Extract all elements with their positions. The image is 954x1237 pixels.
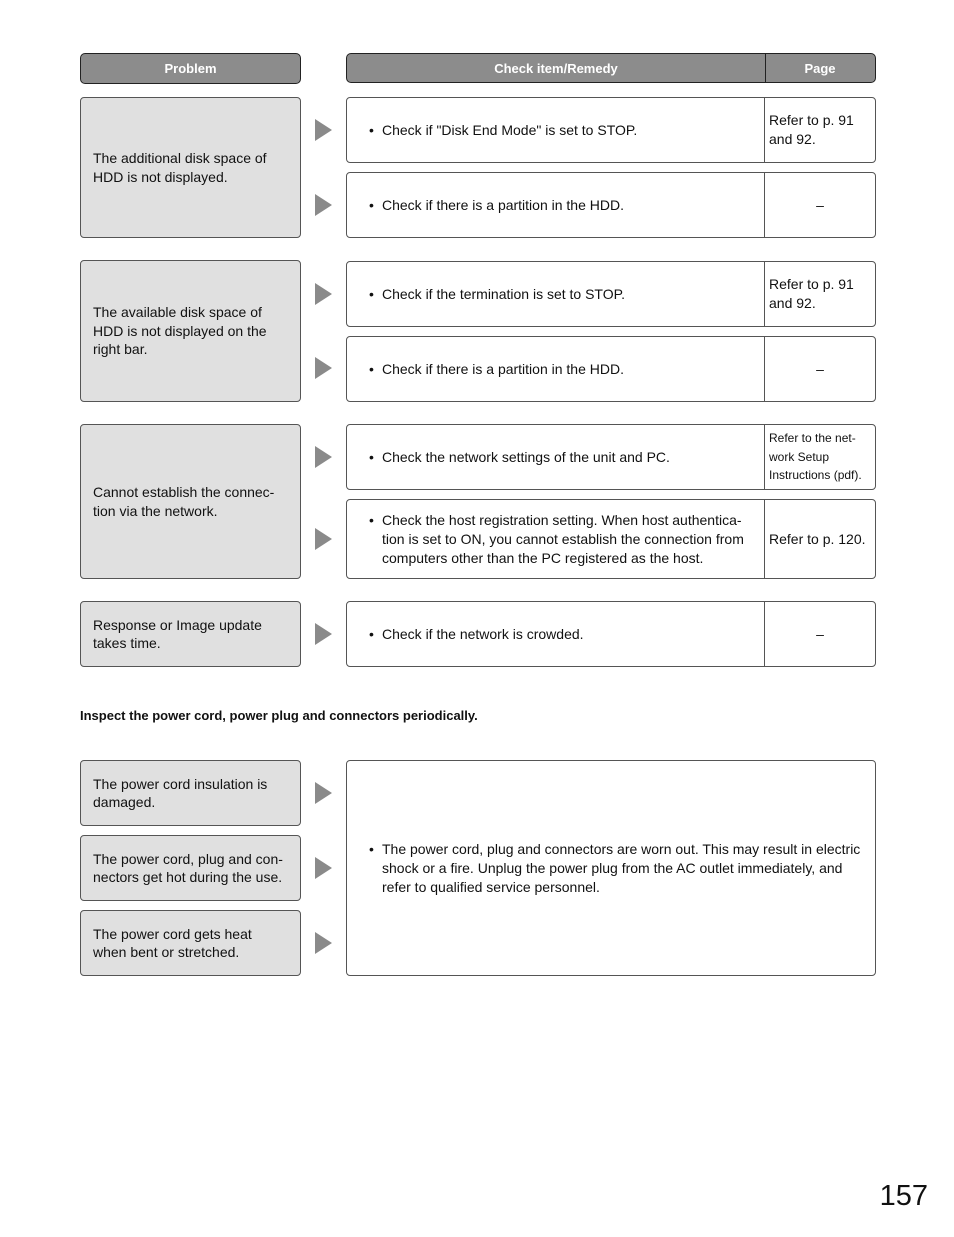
- check-cell: [347, 262, 765, 326]
- problem-text: Response or Image update takes time.: [93, 616, 262, 651]
- problem-power-bent: [80, 910, 301, 976]
- bullet: •: [369, 285, 374, 302]
- bullet: •: [369, 121, 374, 138]
- check-row: [346, 97, 876, 163]
- problem-network-connection: [80, 424, 301, 579]
- page-number: 157: [879, 1180, 928, 1212]
- header-check-page: [346, 53, 876, 83]
- arrow-icon: [315, 782, 332, 804]
- page-cell: –: [816, 360, 824, 377]
- problem-text: The power cord insulation is damaged.: [93, 775, 268, 810]
- problem-text: Cannot establish the connec-tion via the network.: [93, 484, 275, 519]
- header-page-label: Page: [804, 60, 836, 76]
- check-cell: [347, 98, 765, 162]
- arrow-icon: [315, 528, 332, 550]
- problem-power-hot: [80, 835, 301, 901]
- page-cell: –: [816, 196, 824, 213]
- check-row: [346, 336, 876, 402]
- check-row: [346, 261, 876, 327]
- check-row: [346, 601, 876, 667]
- problem-response-time: [80, 601, 301, 667]
- problem-text: The power cord gets heat when bent or stretched.: [93, 925, 252, 960]
- problem-disk-space-additional: [80, 97, 301, 238]
- check-cell: [347, 602, 765, 666]
- bullet: •: [369, 511, 374, 528]
- bullet: •: [369, 360, 374, 377]
- page-cell: Refer to p. 120.: [769, 530, 866, 547]
- check-text: Check if there is a partition in the HDD.: [382, 196, 624, 213]
- bullet: •: [369, 840, 374, 857]
- header-problem-label: Problem: [164, 61, 217, 76]
- problem-text: The available disk space of HDD is not displayed on the right bar.: [93, 304, 267, 358]
- check-cell: [347, 173, 765, 237]
- power-remedy-box: [346, 760, 876, 976]
- page-cell: –: [816, 625, 824, 642]
- problem-text: The power cord, plug and con-nectors get hot during the use.: [93, 850, 283, 885]
- arrow-icon: [315, 932, 332, 954]
- check-cell: [347, 337, 765, 401]
- check-text: Check if the network is crowded.: [382, 625, 584, 642]
- check-row: [346, 424, 876, 490]
- problem-power-insulation: [80, 760, 301, 826]
- check-row: [346, 499, 876, 579]
- arrow-icon: [315, 857, 332, 879]
- bullet: •: [369, 448, 374, 465]
- arrow-icon: [315, 119, 332, 141]
- check-text: Check the host registration setting. When host authentica-tion is set to ON, you cannot establish the connection from computers other than the PC registered as the host.: [382, 511, 744, 566]
- check-text: Check if there is a partition in the HDD.: [382, 360, 624, 377]
- check-text: Check if the termination is set to STOP.: [382, 285, 626, 302]
- arrow-icon: [315, 194, 332, 216]
- check-cell: [347, 425, 765, 489]
- arrow-icon: [315, 446, 332, 468]
- problem-text: The additional disk space of HDD is not displayed.: [93, 150, 267, 185]
- bullet: •: [369, 196, 374, 213]
- page-cell: Refer to the net-work Setup Instructions (pdf).: [769, 431, 862, 483]
- header-problem: [80, 53, 301, 84]
- problem-disk-space-available: [80, 260, 301, 402]
- arrow-icon: [315, 357, 332, 379]
- header-check-label: Check item/Remedy: [494, 60, 618, 76]
- bullet: •: [369, 625, 374, 642]
- check-text: Check the network settings of the unit and PC.: [382, 448, 670, 465]
- inspect-note: Inspect the power cord, power plug and connectors periodically.: [80, 708, 478, 723]
- page-cell: Refer to p. 91 and 92.: [769, 112, 854, 147]
- check-cell: [347, 500, 765, 578]
- arrow-icon: [315, 623, 332, 645]
- power-remedy-text: The power cord, plug and connectors are worn out. This may result in electric shock or a fire. Unplug the power plug from the AC outlet immediately, and refer to qualified service personnel.: [382, 840, 861, 895]
- page-cell: Refer to p. 91 and 92.: [769, 276, 854, 311]
- arrow-icon: [315, 283, 332, 305]
- check-text: Check if "Disk End Mode" is set to STOP.: [382, 121, 638, 138]
- check-row: [346, 172, 876, 238]
